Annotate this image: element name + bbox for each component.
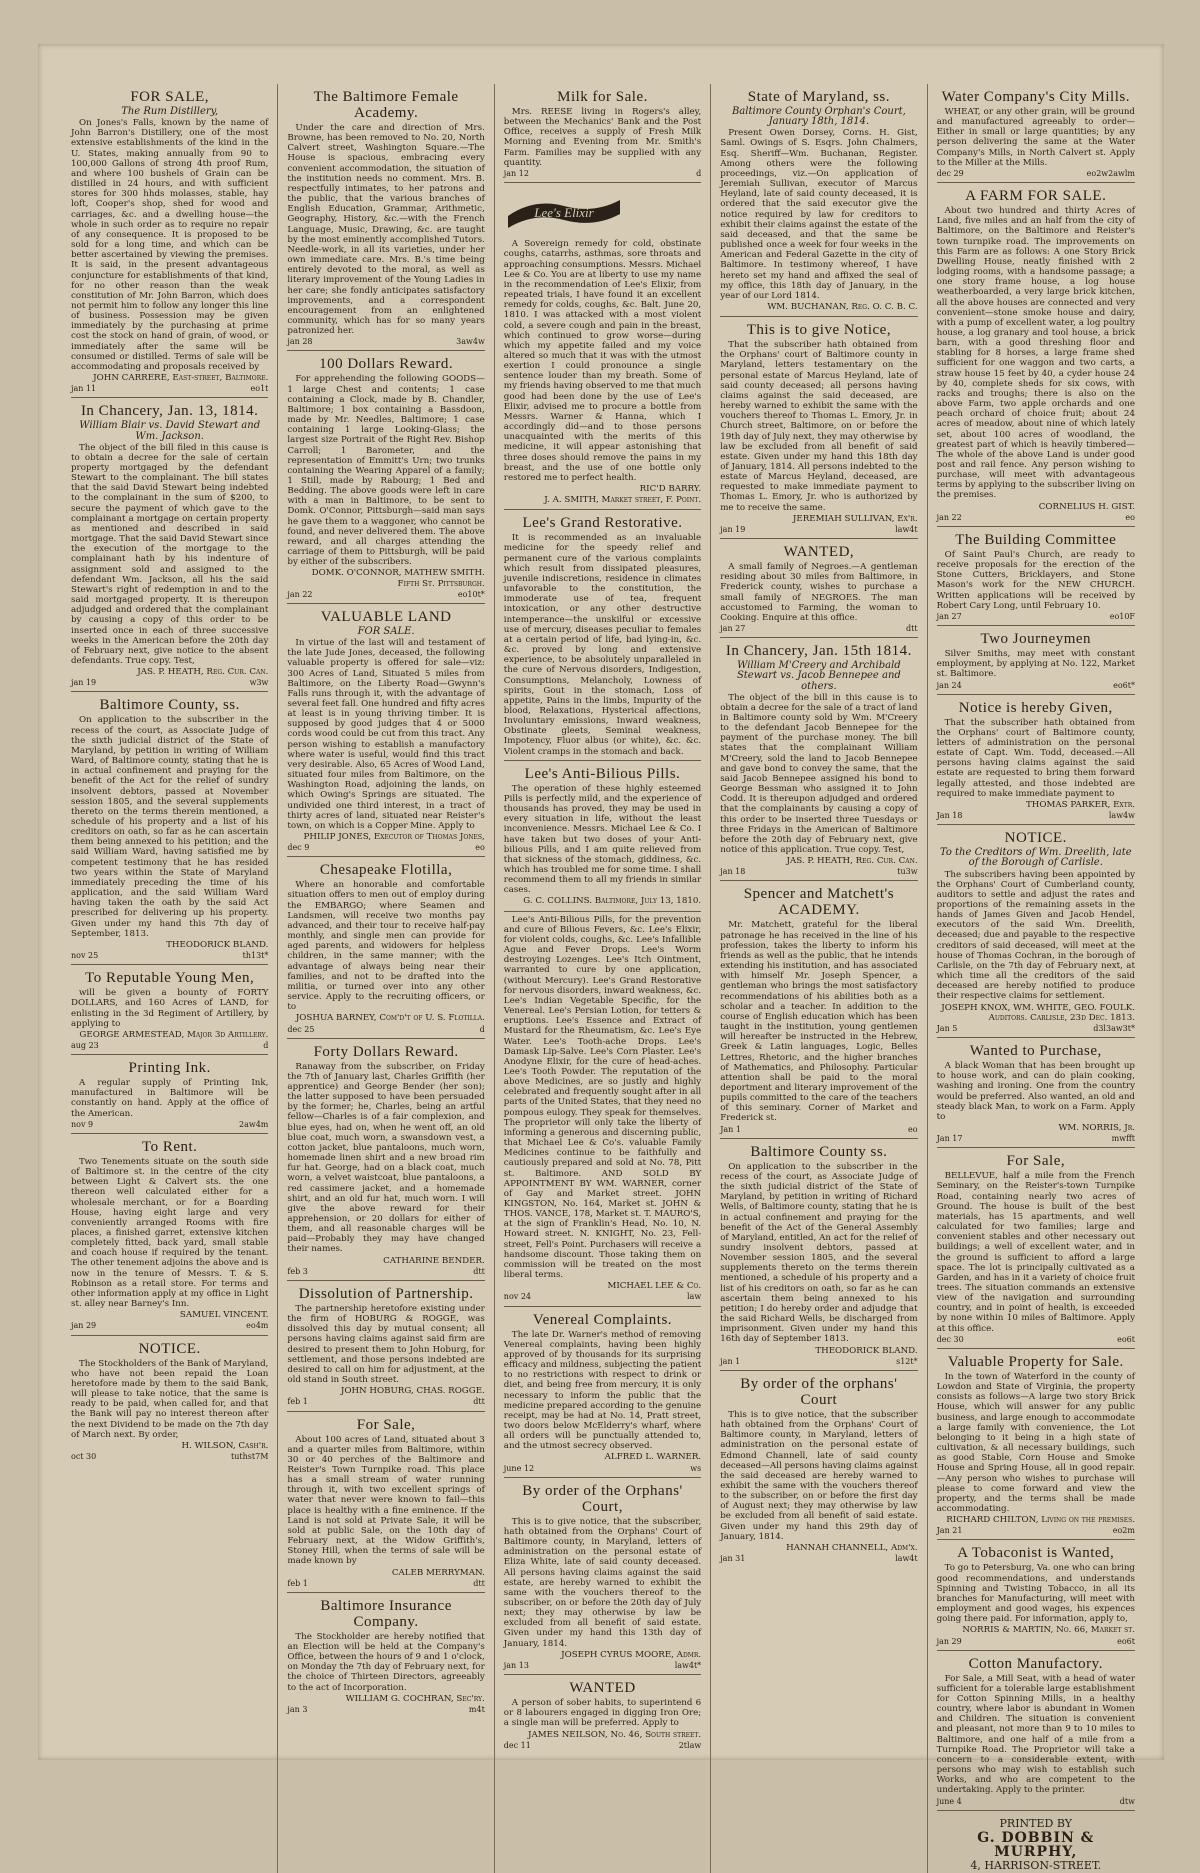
ad-signature: JAS. P. HEATH, Reg. Cur. Can. — [137, 667, 269, 678]
ad-signature: THOMAS PARKER, Extr. — [1025, 799, 1135, 810]
ad-code: 2aw4m — [239, 1119, 269, 1129]
ad-body: Mrs. REESE living in Rogers's alley, between the Mechanics' Bank and the Post Office, receives a supply of Fresh Milk Morning and Evening from Mr. Smith's Farm. Families may be supplied with any quantity. — [503, 107, 702, 168]
advertisement — [71, 398, 268, 692]
ad-code: law4w — [1108, 811, 1135, 821]
ad-body: This is to give notice, that the subscriber, hath obtained from the Orphans' Court of Baltimore county, in Maryland, letters of administration on the personal estate of Eliza White, late of said county deceased. All persons having claims against the said estate, are hereby warned to exhibit the same with the vouchers thereof to the subscriber, on or before the 20th day of July next; they may otherwise by law be excluded from all benefit of said estate. Given under my hand this 13th day of January, 1814. — [503, 1516, 702, 1649]
ad-body: The subscribers having been appointed by the Orphans' Court of Cumberland county, auditors to settle and adjust the rates and proportions of the remaining assets in the hands of James Given and Jacob Hendel, executors of the said Wm. Dreelith, deceased; due and payable to the respective creditors of said deceased, will meet at the house of Thomas Cochran, in the borough of Carlisle, on the 7th day of February next, at which time all the creditors of the said deceased are hereby notified to produce their respective claims for settlement. — [936, 869, 1135, 1002]
ad-body: Silver Smiths, may meet with constant employment, by applying at No. 122, Market st. Baltimore. — [936, 649, 1135, 680]
ad-code: eo10t* — [457, 589, 485, 599]
ad-date: jan 22 — [287, 589, 313, 599]
advertisement — [504, 183, 701, 510]
ad-signature: WM. BUCHANAN, Reg. O. C. B. C. — [767, 301, 918, 312]
ad-heading: Venereal Complaints. — [532, 1311, 673, 1328]
ad-signature: JOHN HOBURG, CHAS. ROGGE. — [340, 1386, 485, 1397]
ad-signature: G. C. COLLINS. Baltimore, July 13, 1810. — [523, 896, 702, 907]
ad-subheading: The Rum Distillery, — [121, 106, 219, 117]
ad-date: dec 9 — [287, 843, 310, 853]
ad-date: dec 11 — [503, 1740, 531, 1750]
ad-insertion-code — [71, 1452, 268, 1462]
ad-heading: The Building Committee — [955, 531, 1117, 548]
ad-heading: Wanted to Purchase, — [969, 1043, 1102, 1060]
advertisement — [71, 84, 268, 398]
ad-insertion-code — [720, 1357, 917, 1367]
advertisement — [720, 881, 917, 1138]
ad-signature: CALEB MERRYMAN. — [391, 1567, 485, 1578]
ad-body: Mr. Matchett, grateful for the liberal patronage he has received in the line of his profession, takes the liberty to inform his friends as well as the public, that he intends extending his institution, and has associated with himself Mr. Joseph Spencer, a gentleman who brings the most satisfactory recommendations of his abilities both as a scholar and a teacher. In addition to the course of English education which has been taught in the institution, young gentlemen will hereafter be instructed in the Hebrew, Greek & Latin languages, Logic, Belles Lettres, Rhetoric, and the higher branches of Mathematics, and Philosophy. Particular attention shall be paid to the moral deportment and literary improvement of the pupils committed to the care of the teachers of this seminary. Corner of Market and Frederick st. — [720, 920, 918, 1124]
ad-code: dtt — [473, 1397, 485, 1407]
ad-date: jan 27 — [720, 624, 746, 634]
ad-signature: JEREMIAH SULLIVAN, Ex'r. — [792, 513, 918, 524]
ad-code: d3l3aw3t* — [1093, 1023, 1135, 1033]
ad-insertion-code — [71, 1041, 268, 1051]
newspaper-page — [38, 44, 1164, 1872]
ad-body: About two hundred and thirty Acres of Land, five miles and an half from the city of Baltimore, on the Baltimore and Reister's town turnpike road. The improvements on this Farm are as follows: A one Story Brick Dwelling House, neatly finished with 2 lodging rooms, with a handsome passage; a one story frame house, a log house weatherboarded, a very large brick kitchen, all the above houses are connected and very convenient—stone smoke house and dairy, with a pump of excellent water, a log poultry house, a log granary and tool house, a brick barn, with a good threshing floor and stabling for 8 horses, a large frame shed sufficient for one waggon and two carts, a straw house 15 feet by 40, a cyder house 24 by 40, complete sheds for six cows, with racks and troughs; there is also on the above Farm, two apple orchards and one peach orchard of choice fruit; about 24 acres of meadow, about nine of which lately set, about 100 acres of woodland, the greatest part of which is heavily timbered—The whole of the above Land is under good post and rail fence. Any person wishing to purchase, will meet with advantageous terms by applying to the subscriber living on the premises. — [936, 206, 1135, 501]
ad-insertion-code — [287, 1397, 484, 1407]
ad-signature: JOSHUA BARNEY, Com'd't of U. S. Flotilla. — [295, 1013, 485, 1024]
ad-code: 3aw4w — [456, 337, 485, 347]
ad-insertion-code — [71, 384, 268, 394]
ad-signature: JOSEPH CYRUS MOORE, Admr. — [561, 1649, 702, 1660]
ad-date: jan 19 — [71, 678, 97, 688]
ad-date: Jan 21 — [936, 1526, 963, 1536]
ad-body: That the subscriber hath obtained from the Orphans' court of Baltimore county, letters of administration on the personal estate of Capt. Wm. Todd, deceased.—All persons having claims against the said estate are requested to bring them forward legally attested, and those indebted are required to make immediate payment to — [936, 717, 1135, 799]
ad-signature: NORRIS & MARTIN, No. 66, Market st. — [962, 1625, 1135, 1636]
column-1 — [62, 84, 278, 1873]
ad-date: jan 29 — [936, 1636, 962, 1646]
ad-body: To go to Petersburg, Va. one who can bring good recommendations, and understands Spinning and Twisting Tobacco, in all its branches for Manufacturing, will meet with employment and good wages, his expences going there paid. For information, apply to, — [936, 1563, 1135, 1625]
ad-date: Jan 1 — [720, 1124, 741, 1134]
ad-body: The partnership heretofore existing under the firm of HOBURG & ROGGE, was dissolved this day by mutual consent; all persons having claims against said firm are desired to present them to John Hoburg, for settlement, and those persons indebted are desired to call on him for adjustment, at the old stand in South street. — [287, 1303, 485, 1386]
ad-insertion-code — [937, 513, 1135, 523]
ad-signature: PHILIP JONES, Executor of Thomas Jones, — [303, 832, 485, 842]
ad-insertion-code — [937, 1134, 1135, 1144]
advertisement — [937, 183, 1135, 527]
ad-heading: Baltimore Insurance Company. — [320, 1597, 452, 1630]
advertisement — [937, 626, 1135, 695]
ad-insertion-code — [937, 612, 1135, 622]
ad-heading: Cotton Manufactory. — [968, 1655, 1103, 1672]
ad-code: law — [687, 1292, 702, 1302]
ad-signature: RIC'D BARRY. — [639, 484, 702, 494]
ad-code: d — [696, 168, 702, 178]
advertisement — [504, 510, 701, 760]
advertisement — [937, 695, 1135, 826]
advertisement — [287, 1039, 484, 1281]
ad-date: Jan 5 — [936, 1023, 958, 1033]
advertisement — [287, 351, 484, 603]
ad-code: eo — [475, 843, 485, 853]
ad-code: dtt — [473, 1578, 485, 1588]
ad-heading: A FARM FOR SALE. — [965, 188, 1107, 205]
ad-signature: JAS. P. HEATH, Reg. Cur. Can. — [786, 856, 918, 867]
ad-code: law4t — [895, 524, 918, 534]
ad-code: th13t* — [242, 951, 269, 961]
ad-heading: Milk for Sale. — [557, 89, 648, 105]
ad-heading: Spencer and Matchett's ACADEMY. — [743, 886, 895, 919]
advertisement — [937, 1349, 1135, 1541]
ad-body: Of Saint Paul's Church, are ready to receive proposals for the erection of the Stone Cutters, Bricklayers, and Stone Mason's work for the NEW CHURCH. Written applications will be received by Robert Cary Long, until February 10. — [936, 549, 1135, 611]
ad-body: will be given a bounty of FORTY DOLLARS, and 160 Acres of LAND, for enlisting in the 3d Regiment of Artillery, by applying to — [71, 988, 269, 1029]
ad-signature: J. A. SMITH, Market street, F. Point. — [544, 495, 702, 506]
ad-insertion-code — [287, 843, 484, 853]
ad-insertion-code — [287, 590, 484, 600]
ad-signature: ALFRED L. WARNER. — [604, 1452, 702, 1463]
ad-signature: SAMUEL VINCENT. — [179, 1310, 269, 1321]
advertisement — [937, 84, 1135, 183]
ad-heading: Lee's Anti-Bilious Pills. — [524, 765, 681, 782]
ad-signature: RICHARD CHILTON, Living on the premises. — [946, 1515, 1135, 1526]
advertisement — [720, 84, 917, 317]
advertisement — [287, 84, 484, 351]
ad-code: eo2w2awlm — [1086, 168, 1135, 178]
ad-insertion-code — [504, 1292, 701, 1302]
advertisement — [287, 1593, 484, 1718]
ad-signature: CORNELIUS H. GIST. — [1038, 501, 1135, 512]
ad-signature: WM. NORRIS, Jr. — [1058, 1122, 1135, 1133]
advertisement — [720, 1139, 917, 1371]
advertisement — [937, 1038, 1135, 1148]
ad-insertion-code — [287, 337, 484, 347]
advertisement — [287, 857, 484, 1038]
ad-code: dtt — [473, 1266, 485, 1276]
ad-heading: Baltimore County ss. — [750, 1143, 888, 1160]
advertisement — [937, 1148, 1135, 1349]
advertisement — [937, 527, 1135, 626]
ad-heading: To Reputable Young Men, — [85, 970, 255, 987]
ad-signature: JOSEPH KNOX, WM. WHITE, GEO. FOULK. Auditors. Carlisle, 23d Dec. 1813. — [941, 1002, 1135, 1023]
ad-insertion-code — [71, 678, 268, 688]
ad-body: Ranaway from the subscriber, on Friday the 7th of January last, Charles Griffith (her apprentice) and George Bender (her son); the latter supposed to have been persuaded by the former; he, Charles, being an artful fellow—Charles is of a fair complexion, and blue eyes, had on, when he went off, an old blue coat, much worn, a swansdown vest, a cotton jacket, blue pantaloons, much worn, homemade linen shirt and a new broad rim fur hat. George, had on a black coat, much worn, a velvet waistcoat, blue pantaloons, a red cassimere jacket, and a homemade shirt, and an old fur hat, much worn. I will give the above reward for their apprehension, or 20 dollars for either of them, and all reasonable charges will be paid—Probably they may have changed their names. — [287, 1061, 485, 1255]
ad-code: eo6t — [1117, 1334, 1135, 1344]
ad-insertion-code — [937, 811, 1135, 821]
ad-heading: To Rent. — [141, 1138, 198, 1155]
ad-insertion-code — [504, 169, 701, 179]
ad-date: nov 24 — [503, 1292, 532, 1302]
ad-code: mwfft — [1111, 1134, 1135, 1144]
ad-body: Under the care and direction of Mrs. Browne, has been removed to No. 20, North Calvert street, Washington Square.—The House is spacious, embracing every convenient accommodation, the situation of the institution needs no comment. Mrs. B. respectfully intimates, to her patrons and the public, that the various branches of English Education, Grammar, Arithmetic, Geography, History, &c.—with the French Language, Music, Drawing, &c. are taught by the most eminently accomplished Tutors. Needle-work, in all its varieties, under her own immediate care. Mrs. B.'s time being entirely devoted to the moral, as well as literary improvement of the Young Ladies in her care; she fondly anticipates satisfactory improvements, and a correspondent encouragement from an enlightened community, which has for so many years patronized her. — [287, 123, 485, 337]
advertisement — [287, 604, 484, 857]
advertisement — [71, 1336, 268, 1466]
ad-heading: WANTED, — [783, 544, 855, 561]
ad-date: nov 25 — [71, 951, 99, 961]
newspaper-columns — [62, 84, 1144, 1872]
ad-body: On application to the subscriber in the recess of the court, as Associate Judge of the sixth judicial district of the State of Maryland, by petition in writing of Richard Wells, of Baltimore county, stating that he is in actual confinement and praying for the benefit of the Act of the General Assembly of Maryland, entitled, An act for the relief of sundry insolvent debtors, passed at November session 1805, and the several supplements thereto on the terms therein mentioned, a schedule of his property and a list of his creditors on oath, so far as he can ascertain them being annexed to his petition; I do hereby order and adjudge that the said Richard Wells, be discharged from imprisonment. Given under my hand this 16th day of September 1813. — [720, 1161, 918, 1345]
ad-body: BELLEVUE, half a mile from the French Seminary, on the Reister's-town Turnpike Road, containing nearly two acres of Ground. The house is built of the best materials, has 15 apartments, and well calculated for two families; large and convenient stables and other necessary out buildings; a well of excellent water, and in the ground is sufficient to afford a large space. The lot is principally cultivated as a Garden, and has in it a variety of choice fruit trees. The situation commands an extensive view of the navigation and surrounding country, and in point of health, is exceeded by none within 10 miles of Baltimore. Apply at this office. — [936, 1171, 1135, 1334]
ad-date: jan 1 — [720, 1356, 741, 1366]
ad-insertion-code — [71, 951, 268, 961]
ad-body: A Sovereign remedy for cold, obstinate coughs, catarrhs, asthmas, sore throats and approaching consumptions. Messrs. Michael Lee & Co. You are at liberty to use my name in the recommendation of Lee's Elixir, from repeated trials, I have found it an excellent remedy for colds, coughs, &c. Balt. June 20, 1810. I was attacked with a most violent cold, a severe cough and pain in the breast, which continued to grow worse—during which my appetite failed and my voice altered so much that it was with the utmost exertion I could pronounce a single sentence louder than my breath. Some of my friends having observed to me that much good had been done by the use of Lee's Elixir, advised me to procure a bottle from Messrs. Warner & Hanna, which I accordingly did—and to those persons unacquainted with the merits of this medicine, it will appear astonishing that three doses should remove the pains in my breast, and the use of one bottle only restored me to perfect health. — [503, 239, 702, 483]
column-2 — [278, 84, 494, 1873]
ad-date: Jan 18 — [936, 811, 963, 821]
advertisement — [720, 638, 917, 881]
ad-code: law4t* — [674, 1660, 702, 1670]
ad-signature: JAMES NEILSON, No. 46, South street. — [527, 1729, 702, 1740]
ad-code: dtt — [906, 624, 918, 634]
advertisement — [71, 1055, 268, 1134]
ad-subheading: William M'Creery and Archibald Stewart vs. Jacob Bennepee and others. — [736, 660, 901, 692]
ad-date: feb 3 — [287, 1266, 308, 1276]
ad-insertion-code — [720, 1125, 917, 1135]
ad-code: d — [479, 1024, 485, 1034]
ad-heading: Baltimore County, ss. — [99, 697, 240, 714]
ad-code: eo — [1125, 512, 1135, 522]
ad-code: tu3w — [897, 867, 918, 877]
column-5 — [928, 84, 1144, 1873]
ad-signature: MICHAEL LEE & Co. — [607, 1281, 702, 1292]
ad-body: Where an honorable and comfortable situation offers to men out of employ during the EMBARGO; where Seamen and Landsmen, will receive two months pay advanced, and their tour to receive half-pay monthly, and single men can provide for aged parents, and widowers for helpless children, in the same manner; with the advantage of always being near their families, and not to be drafted into the militia, or turned over into any other service. Apply to the recruiting officers, or to — [287, 880, 485, 1013]
ad-code: s12t* — [896, 1356, 918, 1366]
ad-heading: A Tobaconist is Wanted, — [957, 1545, 1115, 1562]
ad-subheading: Baltimore County Orphan's Court, January 18th, 1814. — [731, 106, 906, 128]
ad-code: eo6t — [1117, 1636, 1135, 1646]
ad-signature: H. WILSON, Cash'r. — [181, 1440, 269, 1451]
advertisement — [937, 1540, 1135, 1650]
ad-insertion-code — [287, 1267, 484, 1277]
ad-insertion-code — [937, 681, 1135, 691]
ad-body: The operation of these highly esteemed Pills is perfectly mild, and the experience of thousands has proved, they may be used in every situation in life, without the least inconvenience. Messrs. Michael Lee & Co. I have taken but two doses of your Anti-bilious Pills, and I am quite relieved from that sickness of the stomach, giddiness, &c. which has troubled me for some time. I shall recommend them to all my friends in similar cases. — [503, 783, 702, 896]
ad-date: dec 30 — [936, 1334, 964, 1344]
ad-signature: DOMK. O'CONNOR, MATHEW SMITH. Fifth St. Pittsburgh. — [311, 568, 485, 589]
advertisement — [504, 1307, 701, 1478]
ad-date: dec 29 — [936, 168, 964, 178]
ad-signature: THEODORICK BLAND. — [815, 1345, 918, 1356]
advertisement — [504, 1478, 701, 1675]
ad-code: m4t — [468, 1704, 485, 1714]
ad-date: Jan 17 — [936, 1134, 963, 1144]
ad-insertion-code — [504, 1741, 701, 1751]
ad-body: A person of sober habits, to superintend 6 or 8 labourers engaged in digging Iron Ore; a single man will be preferred. Apply to — [503, 1698, 702, 1729]
ad-body: The object of the bill in this cause is to obtain a decree for the sale of a tract of land in Baltimore county sold by Wm. M'Creery to the defendant Jacob Bennepee for the payment of the purchase money. The bill states that the complainant William M'Creery, sold the land to Jacob Bennepee and gave bond to convey the same, that the said Jacob Bennepee assigned his bond to George Bessman who assigned it to John Codd. It is thereupon adjudged and ordered that the complainants by causing a copy of this order to be inserted three Tuesdays or three Fridays in the American of Baltimore before the 20th day of February next, give notice of this application. True copy. Test, — [720, 692, 918, 855]
ad-body: A black Woman that has been brought up to house work, and can do plain cooking, washing and ironing. One from the country would be preferred. Also wanted, an old and steady black Man, to work on a Farm. Apply to — [936, 1061, 1135, 1122]
ad-date: june 4 — [936, 1796, 962, 1806]
ad-insertion-code — [504, 1661, 701, 1671]
ad-heading: Water Company's City Mills. — [941, 89, 1130, 105]
ad-heading: The Baltimore Female Academy. — [313, 89, 459, 121]
advertisement — [720, 1371, 917, 1567]
ad-body: Two Tenements situate on the south side of Baltimore st. in the centre of the city between Light & Calvert sts. the one thereon well calculated either for a wholesale merchant, or for a Boarding House, having eight large and very conveniently arranged Rooms with fire places, a finished garret, extensive kitchen completely fitted, back yard, small stable and coach house if required by the tenant. The other tenement adjoins the above and is now in the tenure of Messrs. T. & S. Robinson as a retail store. For terms and other information apply at my office in Light st. alley near Barney's Inn. — [71, 1156, 269, 1310]
ad-signature: HANNAH CHANNELL, Adm'x. — [786, 1542, 918, 1553]
ad-insertion-code — [287, 1579, 484, 1589]
ad-date: nov 9 — [71, 1119, 94, 1129]
advertisement — [937, 825, 1135, 1038]
ad-date: feb 1 — [287, 1397, 308, 1407]
ad-signature: CATHARINE BENDER. — [383, 1255, 485, 1266]
ad-code: 2tlaw — [678, 1740, 702, 1750]
ad-body: In the town of Waterford in the county of Lowdon and State of Virginia, the property consists as follows—A large two story Brick House, which will answer for any public business, and large enough to accommodate a large family with convenience, the Lot belonging to it being in a high state of cultivation, & all necessary buildings, such as good Stable, Corn House and Smoke House and Spring House, all in good repair.—Any person who wishes to purchase will please to come forward and view the property, and the terms shall be made accommodating. — [936, 1371, 1135, 1514]
ad-heading: Two Journeymen — [980, 631, 1092, 648]
advertisement — [720, 317, 917, 539]
ad-body: The late Dr. Warner's method of removing Venereal complaints, having been highly approved of by thousands for its surprising efficacy and mildness, subjecting the patient to no restrictions with respect to drink or diet, and being free from mercury, it is only necessary to inform the public that the medicine prepared according to the genuine receipt, may be had at No. 14, Pratt street, two doors below McElderry's wharf, where all orders will be punctually attended to, and the utmost secrecy observed. — [503, 1329, 702, 1452]
elixir-banner-text: Lee's Elixir — [534, 205, 594, 221]
ad-date: jan 31 — [720, 1554, 746, 1564]
ad-date: jan 18 — [720, 867, 746, 877]
ad-code: eo4m — [246, 1321, 269, 1331]
advertisement — [287, 1281, 484, 1412]
ad-heading: In Chancery, Jan. 13, 1814. — [80, 403, 259, 420]
ad-heading: 100 Dollars Reward. — [319, 356, 454, 373]
ad-body: In virtue of the last will and testament of the late Jude Jones, deceased, the following valuable property is offered for sale—viz: 300 Acres of Land, Situated 5 miles from Baltimore, on the Liberty Road—Gwynn's Falls runs through it, with the advantage of several feet fall. One hundred and fifty acres at least is in young thriving timber. It is supposed by good judges that 4 or 5000 cords wood could be cut from this tract. Any person wishing to establish a manufactory where water is useful, would find this tract very desirable. Also, 65 Acres of Wood Land, situated four miles from Baltimore, on the Washington Road, adjoining the lands, on which Owing's Springs are situated. The undivided one third interest, in a tract of thirty acres of land, situated near Reister's town, on which is a Copper Mine. Apply to — [287, 638, 485, 831]
ad-date: oct 30 — [71, 1451, 97, 1461]
column-4 — [711, 84, 927, 1873]
ad-date: jan 28 — [287, 337, 313, 347]
lees-elixir-banner-logo — [504, 194, 624, 230]
advertisement — [504, 761, 701, 912]
ad-insertion-code — [937, 1024, 1135, 1034]
ad-body: Lee's Anti-Bilious Pills, for the prevention and cure of Bilious Fevers, &c. Lee's Elixir, for violent colds, coughs, &c. Lee's Infallible Ague and Fever Drops. Lee's Worm destroying Lozenges. Lee's Itch Ointment, warranted to cure by one application, (without Mercury). Lee's Grand Restorative for nervous disorders, inward weakness, &c. Lee's Indian Vegetable Specific, for the Venereal. Lee's Persian Lotion, for tetters & eruptions. Lee's Essence and Extract of Mustard for the Rheumatism, &c. Lee's Eye Water. Lee's Tooth-ache Drops. Lee's Damask Lip-Salve. Lee's Corn Plaster. Lee's Anodyne Elixir, for the cure of head-aches. Lee's Tooth Powder. The reputation of the above Medicines, are so justly and highly celebrated and frequently sought after in all parts of the United States, that they need no pompous eulogy. They speak for themselves. The proprietor will only take the liberty of informing a generous and discerning public, that Michael Lee & Co's. valuable Family Medicines continue to be faithfully and cautiously prepared and sold at No. 78, Pitt st. Baltimore. AND SOLD BY APPOINTMENT BY WM. WARNER, corner of Gay and Market street. JOHN KINGSTON, No. 164, Market st. JOHN & THOS. VANCE, 178, Market st. T. MAURO'S, at the sign of Franklin's Head, No. 10, N. Howard street. N. KNIGHT, No. 23, Fell-street, Fell's Point. Purchasers will receive a handsome discount. Those taking them on commission will be treated on the most liberal terms. — [503, 914, 702, 1281]
ad-body: WHEAT, or any other grain, will be ground and manufactured agreeably to order—Either in small or large quantities; by any person delivering the same at the Water Company's Mills, in North Calvert st. Apply to the Miller at the Mills. — [936, 107, 1135, 168]
ad-code: d — [263, 1040, 269, 1050]
ad-heading: Dissolution of Partnership. — [298, 1285, 474, 1302]
advertisement — [504, 84, 701, 183]
ad-heading: FOR SALE, — [130, 89, 210, 105]
ad-insertion-code — [720, 525, 917, 535]
ad-body: That the subscriber hath obtained from the Orphans' court of Baltimore county in Maryland, letters testamentary on the personal estate of Marcus Heyland, late of said county deceased; all persons having claims against the said deceased, are hereby warned to exhibit the same with the vouchers thereof to Thomas L. Emory, Jr. in Church street, Baltimore, on or before the 19th day of July next, they may otherwise by law be excluded from all benefit of said estate. Given under my hand this 18th day of January, 1814. All persons indebted to the estate of Marcus Heyland, deceased, are requested to make immediate payment to Thomas L. Emory, Jr. who is authorized by me to receive the same. — [720, 340, 918, 513]
ad-signature: THEODORICK BLAND. — [166, 939, 269, 950]
ad-heading: By order of the Orphans' Court, — [522, 1482, 683, 1515]
ad-body: For apprehending the following GOODS—1 large Chest and contents; 1 case containing a Clock, made by B. Chandler, Baltimore; 1 box containing a Bassdoon, made by Mr. Needles, Baltimore; 1 case containing 1 large Looking-Glass; the largest size Portrait of the Right Rev. Bishop Carroll; 1 Barometer, and the representation of Emmitt's Urn; two trunks containing the Wearing Apparel of a family; 1 Still, made by Rabourg; 1 Bed and Bedding. The above goods were left in care with a man in Baltimore, to be sent to Domk. O'Connor, Pittsburgh—said man says he gave them to a waggoner, who cannot be found, and never delivered them. The above reward, and all charges attending the carriage of them to Pittsburgh, will be paid by either of the subscribers. — [287, 374, 485, 568]
ad-insertion-code — [937, 1526, 1135, 1536]
advertisement — [937, 1651, 1135, 1811]
ad-insertion-code — [71, 1321, 268, 1331]
ad-heading: NOTICE. — [138, 1340, 201, 1357]
ad-date: jan 19 — [720, 524, 746, 534]
ad-insertion-code — [504, 1464, 701, 1474]
ad-heading: For Sale, — [1006, 1153, 1066, 1170]
ad-body: This is to give notice, that the subscriber hath obtained from the Orphans' Court of Baltimore county, in Maryland, letters of administration on the personal estate of Edmond Channell, late of said county deceased—All persons having claims against the said deceased are hereby warned to exhibit the same with the vouchers thereof to the subscriber, on or before the first day of August next; they may otherwise by law be excluded from all benefit of said estate. Given under my hand this 29th day of January, 1814. — [720, 1409, 918, 1542]
ad-date: jan 22 — [936, 512, 962, 522]
ad-heading: Printing Ink. — [128, 1060, 211, 1077]
ad-heading: For Sale, — [356, 1416, 416, 1433]
ad-signature: JOHN CARRERE, East-street, Baltimore. — [93, 373, 269, 384]
ad-body: It is recommended as an invaluable medicine for the speedy relief and permanent cure of the various complaints which result from dissipated pleasures, juvenile indiscretions, residence in climates unfavorable to the constitution, the immoderate use of tea, frequent intoxication, or any other destructive intemperance—the unskilful or excessive use of mercury, diseases peculiar to females at a certain period of life, bad lying-in, &c. &c. proved by long and extensive experience, to be absolutely unparalleled in the cure of Nervous disorders, Indigestion, Consumptions, Melancholy, Lowness of spirits, Gout in the stomach, Loss of appetite, Pains in the limbs, Impurity of the blood, Relaxations, Hysterical affections, Involuntary emissions, Inward weakness, Obstinate gleets, Seminal weakness, Impotency, Fluor albus (or white), &c. &c. Violent cramps in the stomach and back. — [503, 533, 702, 757]
ad-date: jan 27 — [936, 611, 962, 621]
ad-date: jan 12 — [503, 168, 529, 178]
advertisement — [720, 539, 917, 638]
advertisement — [287, 1412, 484, 1593]
ad-body: On application to the subscriber in the recess of the court, as Associate Judge of the sixth judicial district of the State of Maryland, by petition in writing of William Ward, of Baltimore county, stating that he is in actual confinement and praying for the benefit of the Act for the relief of sundry insolvent debtors, passed at November session 1805, and the several supplements thereto on the terms therein mentioned, a schedule of his property and a list of his creditors on oath, so far as he can ascertain them being annexed to his petition; and the said William Ward, having satisfied me by competent testimony that he has resided two years within the State of Maryland immediately preceding the time of his application, and the said William Ward having taken the oath by the said Act prescribed for delivering up his property. Given under my hand this 7th day of September, 1813. — [71, 715, 269, 939]
ad-date: jan 24 — [936, 680, 962, 690]
ad-code: eo6t* — [1113, 680, 1135, 690]
ad-body: The Stockholder are hereby notified that an Election will be held at the Company's Office, between the hours of 9 and 1 o'clock, on Monday the 7th day of February next, for the choice of Thirteen Directors, agreeably to the act of Incorporation. — [287, 1631, 485, 1693]
ad-heading: State of Maryland, ss. — [747, 89, 890, 105]
ad-body: Present Owen Dorsey, Corns. H. Gist, Saml. Owings of S. Esqrs. John Chalmers, Esq. Sheriff—Wm. Buchanan, Register. Among others were the following proceedings, viz.—On application of Jeremiah Sullivan, executor of Marcus Heyland, late of said county deceased, it is ordered that the said executor give the notice required by law for creditors to exhibit their claims against the estate of the said deceased, and that the same be published once a week for four weeks in the American and Federal Gazette in the city of Baltimore. In testimony whereof, I have hereto set my hand and affixed the seal of my office, this 18th day of January, in the year of our Lord 1814. — [720, 128, 918, 301]
ad-signature: GEORGE ARMESTEAD, Major 3d Artillery. — [79, 1029, 269, 1040]
ad-body: About 100 acres of Land, situated about 3 and a quarter miles from Baltimore, within 30 or 40 perches of the Baltimore and Reister's Town Turnpike road. This place has a small stream of water running through it, with two excellent springs of water that never were known to fail—this place is healthy with a fine eminence. If the Land is not sold at Private Sale, it will be sold at public Sale, on the 10th day of February next, at the Widow Griffith's, Stoney Hill, when the terms of sale will be made known by — [287, 1434, 485, 1567]
ad-body: A small family of Negroes.—A gentleman residing about 30 miles from Baltimore, in Frederick county, wishes to purchase a small family of NEGROES. The man accustomed to Farming, the woman to Cooking. Enquire at this office. — [720, 562, 918, 623]
ad-insertion-code — [71, 1120, 268, 1130]
ad-code: law4t — [895, 1554, 918, 1564]
ad-insertion-code — [287, 1705, 484, 1715]
ad-body: The object of the bill filed in this cause is to obtain a decree for the sale of certain property mortgaged by the defendant Stewart to the complainant. The bill states that the said David Stewart being indebted to the complainant in the sum of $200, to secure the payment of which gave to the complainant a mortgage on certain property as mentioned and described in said mortgage. That the said David Stewart since the execution of the mortgage to the complainant hath by his indenture of assignment sold and assigned to the defendant Wm. Jackson, all his the said Stewart's right of redemption in and to the said mortgaged property. It is thereupon adjudged and ordered that the complainant by causing a copy of this order to be inserted once in each of three successive weeks in the American before the 20th day of February next, give notice to the absent defendants. True copy. Test, — [71, 442, 269, 666]
ad-insertion-code — [937, 1797, 1135, 1807]
ad-heading: This is to give Notice, — [746, 322, 892, 339]
ad-date: jan 13 — [503, 1660, 529, 1670]
ad-body: The Stockholders of the Bank of Maryland, who have not been repaid the Loan heretofore made by them to the said Bank, will please to take notice, that the same is ready to be paid, when called for, and that the Bank will pay no interest thereon after the next Dividend to be made on the 7th day of March next. By order, — [71, 1358, 269, 1440]
ad-date: june 12 — [503, 1463, 535, 1473]
ad-heading: In Chancery, Jan. 15th 1814. — [725, 643, 912, 660]
advertisement — [71, 1134, 268, 1336]
ad-signature: WILLIAM G. COCHRAN, Sec'ry. — [345, 1693, 485, 1704]
ad-date: jan 11 — [71, 384, 97, 394]
ad-subheading: To the Creditors of Wm. Dreelith, late of the Borough of Carlisle. — [939, 847, 1132, 869]
printer-line: PRINTED BY — [999, 1816, 1073, 1830]
ad-date: jan 29 — [71, 1321, 97, 1331]
ad-subheading: William Blair vs. David Stewart and Wm. Jackson. — [79, 420, 261, 442]
ad-heading: Valuable Property for Sale. — [947, 1353, 1124, 1370]
advertisement — [71, 692, 268, 965]
ad-code: ws — [690, 1463, 702, 1473]
ad-subheading: FOR SALE. — [357, 625, 415, 637]
ad-insertion-code — [287, 1025, 484, 1035]
advertisement — [71, 965, 268, 1055]
ad-heading: VALUABLE LAND — [320, 608, 452, 625]
ad-insertion-code — [937, 1637, 1135, 1647]
ad-heading: Chesapeake Flotilla, — [319, 862, 453, 879]
ad-insertion-code — [720, 624, 917, 634]
ad-code: w3w — [249, 678, 269, 688]
advertisement — [504, 912, 701, 1307]
ad-insertion-code — [720, 867, 917, 877]
ad-code: eo10F — [1109, 611, 1135, 621]
ad-body: A regular supply of Printing Ink, manufactured in Baltimore will be constantly on hand. Apply at the office of the American. — [71, 1078, 269, 1119]
printer-line: 4, HARRISON-STREET. — [970, 1858, 1102, 1872]
ad-insertion-code — [720, 1554, 917, 1564]
ad-heading: Forty Dollars Reward. — [313, 1043, 459, 1060]
printer-line: G. DOBBIN & MURPHY, — [977, 1829, 1095, 1860]
column-3 — [495, 84, 711, 1873]
advertisement — [504, 1675, 701, 1754]
ad-code: eo2m — [1112, 1526, 1135, 1536]
ad-heading: WANTED — [569, 1680, 636, 1697]
ad-heading: Lee's Grand Restorative. — [522, 515, 683, 532]
ad-insertion-code — [937, 169, 1135, 179]
ad-insertion-code — [937, 1335, 1135, 1345]
ad-heading: NOTICE. — [1004, 830, 1067, 847]
ad-body: For Sale, a Mill Seat, with a head of water sufficient for a tolerable large establishment for Cotton Spinning Mills, in a healthy country, where labor is abundant in Women and Children. The situation is convenient and pleasant, not more than 9 to 10 miles to Baltimore, and one half of a mile from a Turnpike Road. The Proprietor will take a concern to a considerable extent, with persons who may wish to establish such Works, and who are competent to the undertaking. Apply to the printer. — [936, 1673, 1135, 1796]
ad-date: jan 3 — [287, 1704, 308, 1714]
ad-body: On Jones's Falls, known by the name of John Barron's Distillery, one of the most extensive establishments of the kind in the U. States, making annually from 90 to 100,000 Gallons of strong 4th proof Rum, and where 100 bushels of Grain can be distilled in 24 hours, and with sufficient stores for 300 hhds molasses, stable, hay loft, Cooper's shop, shed for wood and carriages, &c. and a dwelling house—the whole in such order as to require no repair of any consequence. It is proposed to be sold for a long time, and which can be better ascertained by viewing the premises. It is said, in the present advantageous conjuncture for establishments of that kind, for no other reason than the weak constitution of Mr. John Barron, which does not permit him to follow any longer this line of business. Possession may be given immediately by the purchasing at prime cost the stock on hand of grain, of wood, or immediately after the same will be consumed or distilled. Terms of sale will be accommodating and proposals received by — [71, 118, 269, 372]
ad-heading: Notice is hereby Given, — [958, 699, 1113, 716]
ad-date: dec 25 — [287, 1024, 315, 1034]
ad-code: eo — [908, 1124, 918, 1134]
ad-code: eo1t — [250, 384, 269, 394]
ad-heading: By order of the orphans' Court — [740, 1375, 898, 1408]
printer-imprint — [937, 1817, 1135, 1873]
ad-date: feb 1 — [287, 1578, 308, 1588]
ad-code: dtw — [1119, 1796, 1135, 1806]
ad-date: aug 23 — [71, 1040, 99, 1050]
ad-code: tuthst7M — [231, 1451, 269, 1461]
